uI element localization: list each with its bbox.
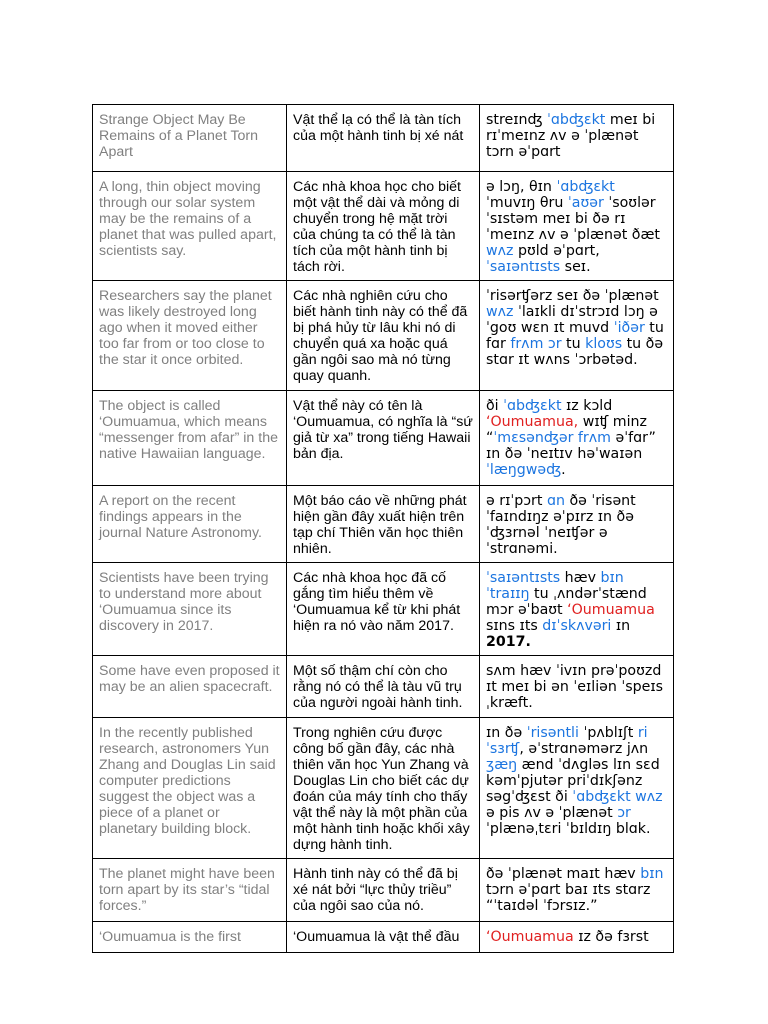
ipa-transcription	[480, 718, 674, 859]
ipa-segment: tu	[561, 336, 586, 352]
english-sentence: The object is called ‘Oumuamua, which means “messenger from afar” in the native Hawaiian language.	[93, 391, 287, 486]
table-row	[93, 922, 674, 953]
english-sentence: ‘Oumuamua is the first	[93, 922, 287, 953]
ipa-transcription	[480, 105, 674, 172]
ipa-segment: frʌm ɔr	[510, 336, 562, 352]
ipa-segment: seɪ.	[560, 259, 591, 275]
ipa-segment: ˈiðər	[613, 320, 645, 336]
ipa-segment: ˈsaɪəntɪsts	[486, 570, 561, 586]
ipa-segment: əˈfɑr” ɪn ðə ˈneɪtɪv həˈwaɪən	[486, 430, 656, 462]
ipa-segment: wʌz	[486, 304, 514, 320]
ipa-segment: ˈrisərʧərz seɪ ðə ˈplænət	[486, 288, 659, 304]
ipa-segment: ˈɑbʤɛkt	[556, 179, 615, 195]
ipa-segment: ə pis ʌv ə ˈplænət	[486, 805, 618, 821]
vietnamese-translation: Các nhà khoa học đã cố gắng tìm hiểu thêm về ‘Oumuamua kể từ khi phát hiện ra nó vào năm 2017.	[287, 563, 480, 656]
ipa-segment: ɑn	[546, 493, 565, 509]
ipa-transcription	[480, 172, 674, 281]
vietnamese-translation: Vật thể lạ có thể là tàn tích của một hành tinh bị xé nát	[287, 105, 480, 172]
ipa-segment: ˈlaɪkli dɪˈstrɔɪd lɔŋ əˈgoʊ wɛn ɪt muvd	[486, 304, 658, 336]
ipa-segment: ˈpʌblɪʃt	[578, 725, 638, 741]
ipa-segment: ɪz ðə fɜrst	[573, 929, 649, 945]
ipa-segment: ˈɑbʤɛkt	[503, 398, 562, 414]
english-sentence: The planet might have been torn apart by its star’s “tidal forces.”	[93, 859, 287, 922]
ipa-segment: kloʊs	[585, 336, 623, 352]
ipa-segment: bɪn ˈtraɪɪŋ	[486, 570, 624, 602]
english-sentence: Researchers say the planet was likely destroyed long ago when it moved either too far from or too close to the star it once orbited.	[93, 281, 287, 391]
table-row	[93, 281, 674, 391]
vietnamese-translation: ‘Oumuamua là vật thể đầu	[287, 922, 480, 953]
ipa-segment: ɪn ðə	[486, 725, 527, 741]
table-row	[93, 486, 674, 563]
ipa-transcription	[480, 486, 674, 563]
ipa-segment: hæv	[560, 570, 601, 586]
ipa-segment: ˈrisəntli	[526, 725, 579, 741]
table-row	[93, 172, 674, 281]
ipa-segment: ‘Oumuamua	[567, 602, 655, 618]
table-row	[93, 718, 674, 859]
english-sentence: A report on the recent findings appears in the journal Nature Astronomy.	[93, 486, 287, 563]
vietnamese-translation: Vật thể này có tên là ‘Oumuamua, có nghĩa là “sứ giả từ xa” trong tiếng Hawaii bản địa.	[287, 391, 480, 486]
ipa-segment: ʒæŋ	[486, 757, 518, 773]
ipa-segment: sɪns ɪts	[486, 618, 543, 634]
english-sentence: In the recently published research, astronomers Yun Zhang and Douglas Lin said computer predictions suggest the object was a piece of a planet or planetary building block.	[93, 718, 287, 859]
ipa-transcription	[480, 656, 674, 718]
ipa-segment: ə rɪˈpɔrt	[486, 493, 547, 509]
ipa-segment: wɪʧ minz “	[486, 414, 647, 446]
english-sentence: Some have even proposed it may be an alien spacecraft.	[93, 656, 287, 718]
table-row	[93, 563, 674, 656]
translation-table	[92, 104, 674, 953]
ipa-segment: ‘Oumuamua	[486, 929, 574, 945]
ipa-segment: tu fɑr	[486, 320, 664, 352]
ipa-segment: ði	[486, 398, 504, 414]
english-sentence: Scientists have been trying to understand more about ‘Oumuamua since its discovery in 2017.	[93, 563, 287, 656]
ipa-segment: ‘Oumuamua,	[486, 414, 579, 430]
ipa-segment: ˈplænəˌtɛri ˈbɪldɪŋ blɑk.	[486, 821, 651, 837]
ipa-segment: 2017.	[486, 634, 531, 650]
ipa-transcription	[480, 563, 674, 656]
ipa-segment: meɪ bi rɪˈmeɪnz ʌv ə ˈplænət tɔrn əˈpɑrt	[486, 112, 656, 160]
vietnamese-translation: Các nhà khoa học cho biết một vật thể dài và mỏng di chuyển trong hệ mặt trời của chúng ta có thể là tàn tích của một hành tinh bị tách rời.	[287, 172, 480, 281]
ipa-segment: ðə ˈrisənt ˈfaɪndɪŋz əˈpɪrz ɪn ðə ˈʤɜrnəl ˈneɪʧər əˈstrɑnəmi.	[486, 493, 636, 557]
ipa-segment: wʌz	[486, 243, 514, 259]
ipa-transcription	[480, 281, 674, 391]
english-sentence: Strange Object May Be Remains of a Planet Torn Apart	[93, 105, 287, 172]
ipa-segment: tu ˌʌndərˈstænd mɔr əˈbaʊt	[486, 586, 647, 618]
table-row	[93, 859, 674, 922]
ipa-segment: ˈsoʊlər ˈsɪstəm meɪ bi ðə rɪˈmeɪnz ʌv ə ˈplænət ðæt	[486, 195, 660, 243]
ipa-segment: ænd ˈdʌgləs lɪn sɛd kəmˈpjutər priˈdɪkʃənz səgˈʤɛst ði	[486, 757, 660, 805]
table-row	[93, 656, 674, 718]
ipa-segment: dɪˈskʌvəri	[542, 618, 612, 634]
vietnamese-translation: Hành tinh này có thể đã bị xé nát bởi “lực thủy triều” của ngôi sao của nó.	[287, 859, 480, 922]
vietnamese-translation: Một báo cáo về những phát hiện gần đây xuất hiện trên tạp chí Thiên văn học thiên nhiên.	[287, 486, 480, 563]
ipa-segment: ˈmɛsənʤər frʌm	[493, 430, 611, 446]
ipa-segment: tɔrn əˈpɑrt baɪ ɪts stɑrz “ˈtaɪdəl ˈfɔrsɪz.”	[486, 882, 651, 914]
ipa-transcription	[480, 922, 674, 953]
ipa-segment: pʊld əˈpɑrt,	[513, 243, 600, 259]
ipa-segment: , əˈstrɑnəmərz jʌn	[519, 741, 649, 757]
ipa-segment: bɪn	[640, 866, 664, 882]
ipa-segment: ɪn	[611, 618, 631, 634]
ipa-segment: riˈsɜrʧ	[486, 725, 648, 757]
ipa-segment: sʌm hæv ˈivɪn prəˈpoʊzd ɪt meɪ bi ən ˈeɪliən ˈspeɪsˌkræft.	[486, 663, 664, 711]
ipa-segment: ˈsaɪəntɪsts	[486, 259, 561, 275]
ipa-segment: tu ðə stɑr ɪt wʌns ˈɔrbətəd.	[486, 336, 664, 368]
english-sentence: A long, thin object moving through our solar system may be the remains of a planet that was pulled apart, scientists say.	[93, 172, 287, 281]
table-row	[93, 391, 674, 486]
ipa-segment: ˈɑbʤɛkt	[546, 112, 606, 128]
ipa-transcription	[480, 859, 674, 922]
vietnamese-translation: Các nhà nghiên cứu cho biết hành tinh này có thể đã bị phá hủy từ lâu khi nó di chuyển quá xa hoặc quá gần ngôi sao mà nó từng quay quanh.	[287, 281, 480, 391]
ipa-segment: .	[561, 462, 566, 478]
ipa-segment: ˈlæŋgwəʤ	[486, 462, 562, 478]
vietnamese-translation: Trong nghiên cứu được công bố gần đây, các nhà thiên văn học Yun Zhang và Douglas Lin cho biết các dự đoán của máy tính cho thấy vật thể này là một phần của một hành tinh hoặc khối xây dựng hành tinh.	[287, 718, 480, 859]
vietnamese-translation: Một số thậm chí còn cho rằng nó có thể là tàu vũ trụ của người ngoài hành tinh.	[287, 656, 480, 718]
ipa-transcription	[480, 391, 674, 486]
ipa-segment: ə lɔŋ, θɪn	[486, 179, 557, 195]
table-row	[93, 105, 674, 172]
ipa-segment: streɪnʤ	[486, 112, 547, 128]
ipa-segment: ɔr	[617, 805, 631, 821]
ipa-segment: ɪz kɔld	[561, 398, 613, 414]
ipa-segment: ðə ˈplænət maɪt hæv	[486, 866, 641, 882]
ipa-segment: ˈmuvɪŋ θru	[486, 195, 568, 211]
ipa-segment: ˈɑbʤɛkt wʌz	[572, 789, 663, 805]
ipa-segment: ˈaʊər	[567, 195, 604, 211]
